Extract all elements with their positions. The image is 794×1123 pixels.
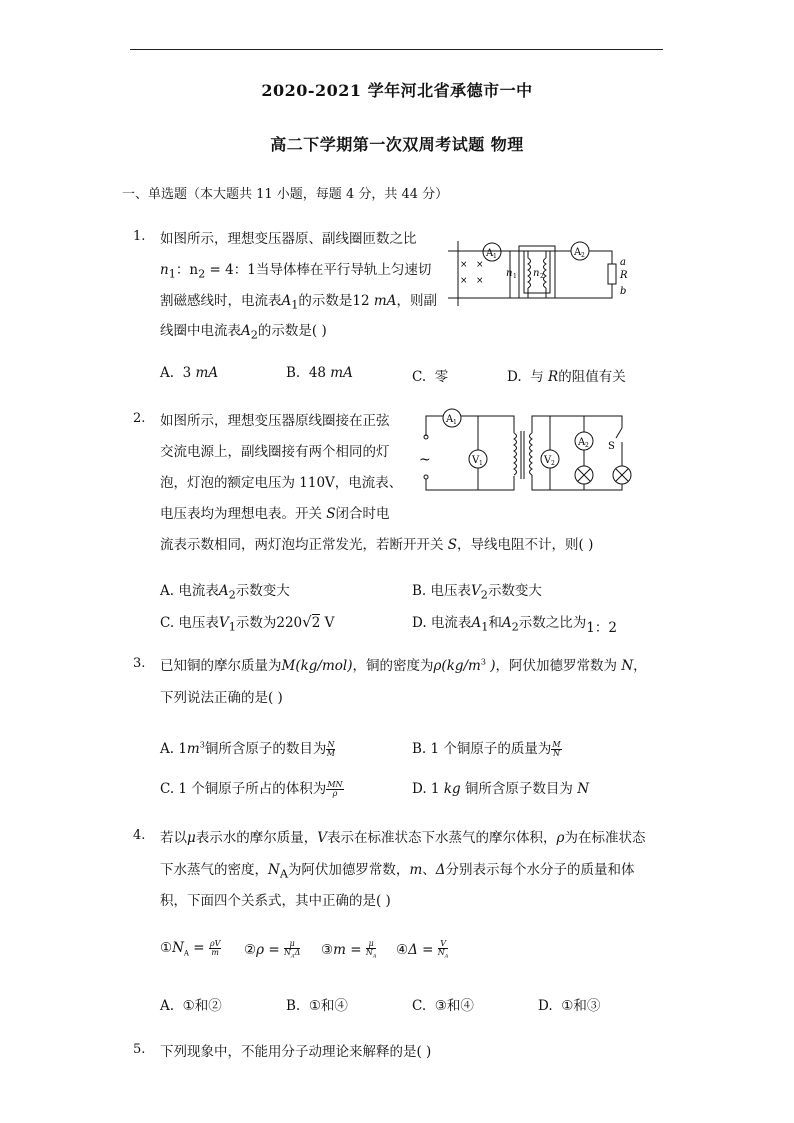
svg-text:b: b <box>620 286 627 297</box>
svg-text:×: × <box>476 276 484 286</box>
svg-text:2: 2 <box>540 273 544 280</box>
q1-option-d[interactable]: D. 与 R的阻值有关 <box>507 369 626 385</box>
q4-text-line: 若以μ表示水的摩尔质量，V表示在标准状态下水蒸气的摩尔体积，ρ为在标准状态 <box>160 830 646 846</box>
q5-text-line: 下列现象中，不能用分子动理论来解释的是( ) <box>160 1044 432 1060</box>
q1-option-b[interactable]: B. 48 mA <box>286 365 353 381</box>
q4-option-b[interactable]: B. ①和④ <box>286 998 348 1014</box>
svg-text:×: × <box>476 260 484 270</box>
q3-text-line: 下列说法正确的是( ) <box>160 690 283 706</box>
q2-text-line: 电压表均为理想电表。开关 S闭合时电 <box>160 506 390 522</box>
q1-text-line: $n_1$：$n_2 = 4$：1当导体棒在平行导轨上匀速切 <box>160 262 432 281</box>
svg-text:1: 1 <box>453 419 457 426</box>
q4-formula-3: ③m = $\frac{\mu}{N_A}$ <box>321 939 377 960</box>
q3-option-d[interactable]: D. 1 kg 铜所含原子数目为 N <box>412 781 590 797</box>
q2-text-line: 泡，灯泡的额定电压为 110V，电流表、 <box>160 475 403 491</box>
q1-text-line: 如图所示，理想变压器原、副线圈匝数之比 <box>160 231 417 247</box>
exam-title-line1: 2020-2021 学年河北省承德市一中 <box>261 81 533 100</box>
svg-text:R: R <box>620 270 628 281</box>
q4-formula-2: ②ρ = $\frac{\mu}{N_A\Delta}$ <box>244 939 301 960</box>
svg-text:V: V <box>472 455 480 466</box>
q1-option-a[interactable]: A. 3 mA <box>160 365 219 381</box>
svg-text:n: n <box>533 268 540 279</box>
svg-text:n: n <box>506 268 513 279</box>
q4-formula-1: $①N_A$ = $\frac{\rho V}{m}$ <box>160 939 221 958</box>
q2-circuit-diagram <box>412 406 642 496</box>
header-rule <box>130 49 663 50</box>
svg-text:2: 2 <box>551 460 555 467</box>
svg-text:a: a <box>620 257 626 268</box>
q2-text-line: 交流电源上，副线圈接有两个相同的灯 <box>160 444 390 460</box>
question-number: 3. <box>133 656 146 671</box>
q2-text-line: 如图所示，理想变压器原线圈接在正弦 <box>160 413 390 429</box>
q2-option-a[interactable]: A. 电流表$A_2$示数变大 <box>160 583 290 602</box>
q2-option-d[interactable]: D. 电流表$A_1$和$A_2$示数之比为1：2 <box>412 615 617 636</box>
q4-text-line: 下水蒸气的密度，$N_A$为阿伏加德罗常数，m、Δ分别表示每个水分子的质量和体 <box>160 862 635 881</box>
svg-text:1: 1 <box>513 273 517 280</box>
q1-option-c[interactable]: C. 零 <box>412 369 449 385</box>
q4-option-d[interactable]: D. ①和③ <box>538 998 601 1014</box>
q2-text-line: 流表示数相同，两灯泡均正常发光，若断开开关 S，导线电阻不计，则( ) <box>160 537 594 553</box>
section-heading: 一、单选题（本大题共 11 小题，每题 4 分，共 44 分） <box>122 187 449 202</box>
svg-text:×: × <box>460 276 468 286</box>
exam-title-line2: 高二下学期第一次双周考试题 物理 <box>270 135 524 154</box>
q4-formula-4: ④Δ = $\frac{V}{N_A}$ <box>396 939 449 960</box>
q1-text-line: 线圈中电流表$A_2$的示数是( ) <box>160 323 327 342</box>
svg-text:~: ~ <box>419 452 431 468</box>
q4-text-line: 积，下面四个关系式，其中正确的是( ) <box>160 893 391 909</box>
svg-text:S: S <box>608 441 615 452</box>
q1-text-line: 割磁感线时，电流表$A_1$的示数是12 mA，则副 <box>160 293 437 312</box>
q1-circuit-diagram <box>440 236 640 306</box>
svg-text:A: A <box>486 248 494 259</box>
svg-text:2: 2 <box>585 442 589 449</box>
question-number: 5. <box>133 1042 146 1057</box>
svg-text:A: A <box>446 414 454 425</box>
q3-option-b[interactable]: B. 1 个铜原子的质量为 $\frac{M}{N}$ <box>412 740 561 758</box>
svg-text:A: A <box>574 247 582 258</box>
svg-text:1: 1 <box>493 253 497 260</box>
question-number: 2. <box>133 411 146 426</box>
q3-text-line: 已知铜的摩尔质量为M(kg/mol)，铜的密度为$\rho(kg/m^3$ )，阿伏加德罗常数为 N， <box>160 657 647 674</box>
svg-text:A: A <box>578 437 586 448</box>
q2-option-b[interactable]: B. 电压表$V_2$示数变大 <box>412 583 542 602</box>
q3-option-c[interactable]: C. 1 个铜原子所占的体积为 $\frac{MN}{\rho}$ <box>160 780 343 798</box>
q4-option-c[interactable]: C. ③和④ <box>412 998 474 1014</box>
q2-option-c[interactable]: C. 电压表$V_1$示数为220√2 V <box>160 613 335 634</box>
svg-text:×: × <box>460 260 468 270</box>
q3-option-a[interactable]: A. $1m^3$铜所含原子的数目为 $\frac{N}{M}$ <box>160 740 335 758</box>
svg-text:1: 1 <box>479 460 483 467</box>
svg-text:V: V <box>544 455 552 466</box>
question-number: 4. <box>133 828 146 843</box>
question-number: 1. <box>133 229 146 244</box>
svg-text:2: 2 <box>581 252 585 259</box>
q4-option-a[interactable]: A. ①和② <box>160 998 222 1014</box>
